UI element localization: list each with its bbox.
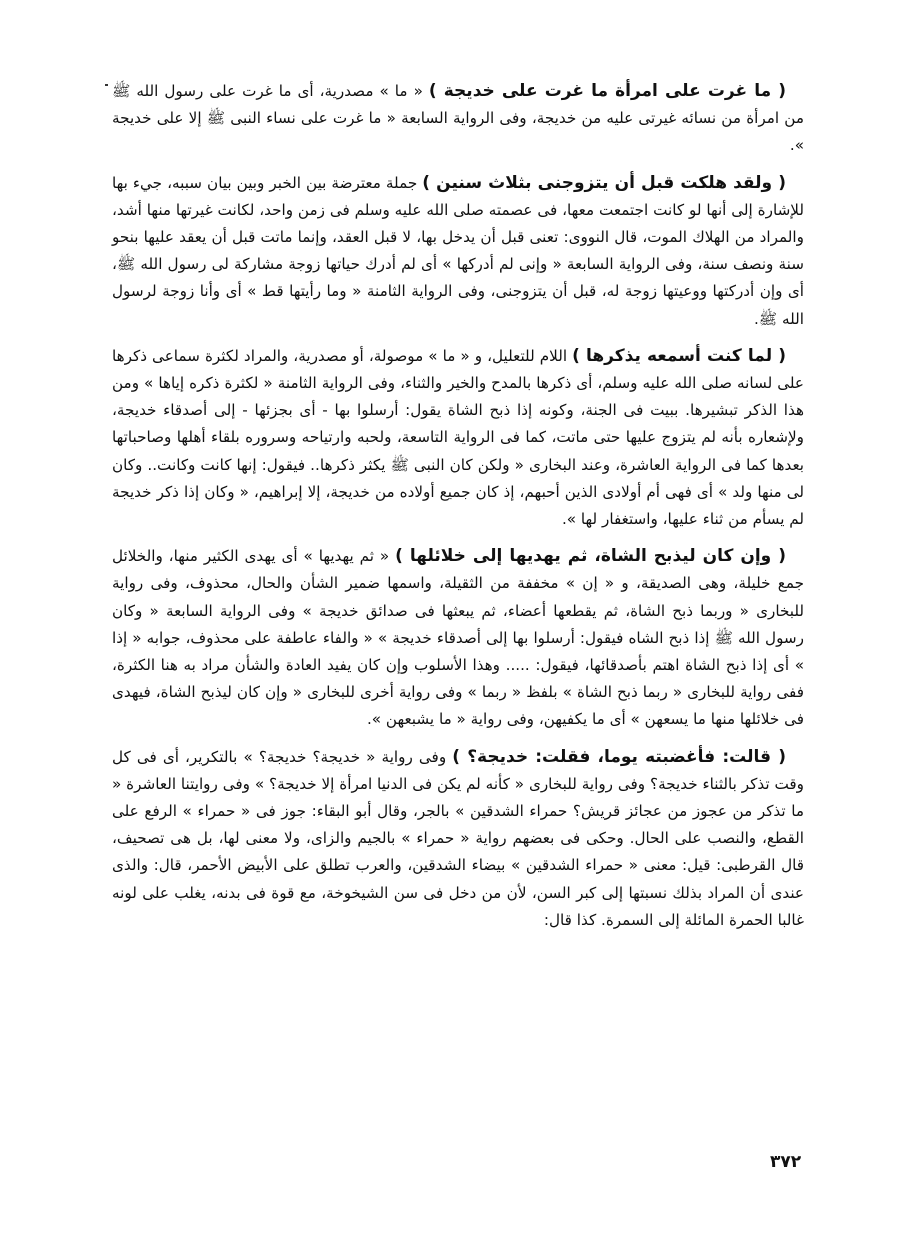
hadith-quote-heading: ( ولقد هلكت قبل أن يتزوجنى بثلاث سنين ) (422, 172, 786, 193)
hadith-quote-heading: ( ما غرت على امرأة ما غرت على خديجة ) (428, 81, 786, 101)
commentary-paragraph-2 (112, 170, 804, 333)
page-number: ٣٧٢ (770, 1152, 802, 1172)
hadith-quote-heading: ( وإن كان ليذبح الشاة، ثم يهديها إلى خلائلها ) (395, 546, 787, 567)
commentary-paragraph-4 (112, 543, 804, 733)
scan-speck (105, 84, 108, 86)
commentary-paragraph-1 (112, 78, 804, 160)
document-page-body (112, 78, 804, 944)
commentary-text: وفى رواية « خديجة؟ خديجة؟ » بالتكرير، أى فى كل وقت تذكر بالثناء خديجة؟ وفى رواية للبخارى « كأنه لم يكن فى الدنيا امرأة إلا خديجة؟ » وفى روايتنا العاشرة « ما تذكر من عجوز من عجائز قريش؟ حمراء الشدقين » بالجر، وقال أبو البقاء: جوز فى « حمراء » الرفع على القطع، والنصب على الحال. وحكى فى بعضهم رواية « حمراء » بالجيم والزاى، ولا معنى لها، بل هى تصحيف، قال القرطبى: قيل: معنى « حمراء الشدقين » بيضاء الشدقين، والعرب تطلق على الأبيض الأحمر، قال: والذى عندى أن المراد بذلك نسبتها إلى كبر السن، لأن من دخل فى سن الشيخوخة، مع قوة فى بدنه، يغلب على لونه غالبا الحمرة المائلة إلى السمرة. كذا قال: (112, 747, 804, 929)
commentary-paragraph-5 (112, 744, 804, 934)
commentary-text: جملة معترضة بين الخبر وبين بيان سببه، جيء بها للإشارة إلى أنها لو كانت اجتمعت معها، فى عصمته صلى الله عليه وسلم فى زمن واحد، لكانت غيرتها منها أشد، والمراد من الهلاك الموت، قال النووى: تعنى قبل أن يدخل بها، لا قبل العقد، وإنما ماتت قبل أن يعقد عليها بنحو سنة ونصف سنة، وفى الرواية السابعة « وإنى لم أدركها » أى لم أدرك حياتها زوجة مشاركة لى رسول الله ﷺ، أى وإن أدركتها ووعيتها زوجة له، قبل أن يتزوجنى، وفى الرواية الثامنة « وما رأيتها قط » أى وأنا زوجة لرسول الله ﷺ. (112, 173, 804, 328)
hadith-quote-heading: ( لما كنت أسمعه يذكرها ) (572, 345, 786, 366)
commentary-paragraph-3 (112, 343, 804, 533)
hadith-quote-heading: ( قالت: فأغضبته يوما، فقلت: خديجة؟ ) (452, 746, 786, 767)
commentary-text: « ما » مصدرية، أى ما غرت على رسول الله ﷺ من امرأة من نسائه غيرتى عليه من خديجة، وفى الرواية السابعة « ما غرت على نساء النبى ﷺ إلا على خديجة ». (112, 82, 804, 155)
commentary-text: اللام للتعليل، و « ما » موصولة، أو مصدرية، والمراد لكثرة سماعى ذكرها على لسانه صلى الله عليه وسلم، أى ذكرها بالمدح والخير والثناء، وفى الرواية الثامنة « لكثرة ذكره إياها » ومن هذا الذكر تبشيرها. ببيت فى الجنة، وكونه إذا ذبح الشاة يقول: أرسلوا بها - أى بجزئها - إلى أصدقاء خديجة، ولإشعاره بأنه لم يتزوج عليها حتى ماتت، كما فى الرواية التاسعة، ولحبه وارتياحه وسروره بلقاء أهلها وصاحباتها بعدها كما فى الرواية العاشرة، وعند البخارى « ولكن كان النبى ﷺ يكثر ذكرها.. فيقول: إنها كانت وكانت.. وكان لى منها ولد » أى فهى أم أولادى الذين أحبهم، إذ كان جميع أولاده من خديجة، إلا إبراهيم، « وكان إذا ذكر خديجة لم يسأم من ثناء عليها، واستغفار لها ». (112, 346, 804, 529)
commentary-text: « ثم يهديها » أى يهدى الكثير منها، والخلائل جمع خليلة، وهى الصديقة، و « إن » مخففة من الثقيلة، واسمها ضمير الشأن والحال، محذوف، وفى رواية للبخارى « وربما ذبح الشاة، ثم يقطعها أعضاء، ثم يبعثها فى صدائق خديجة » وفى الرواية السابعة « وكان رسول الله ﷺ إذا ذبح الشاه فيقول: أرسلوا بها إلى أصدقاء خديجة » « والفاء عاطفة على محذوف، جوابه « إذا » أى إذا ذبح الشاة اهتم بأصدقائها، فيقول: ..... وهذا الأسلوب وإن كان يفيد العادة والشأن مراد به هنا الكثرة، ففى رواية للبخارى « ربما ذبح الشاة » بلفظ « ربما » وفى رواية أخرى للبخارى « وإن كان ليذبح الشاة، فيهدى فى خلائلها منها ما يسعهن » أى ما يكفيهن، وفى رواية « ما يشبعهن ». (112, 547, 804, 729)
